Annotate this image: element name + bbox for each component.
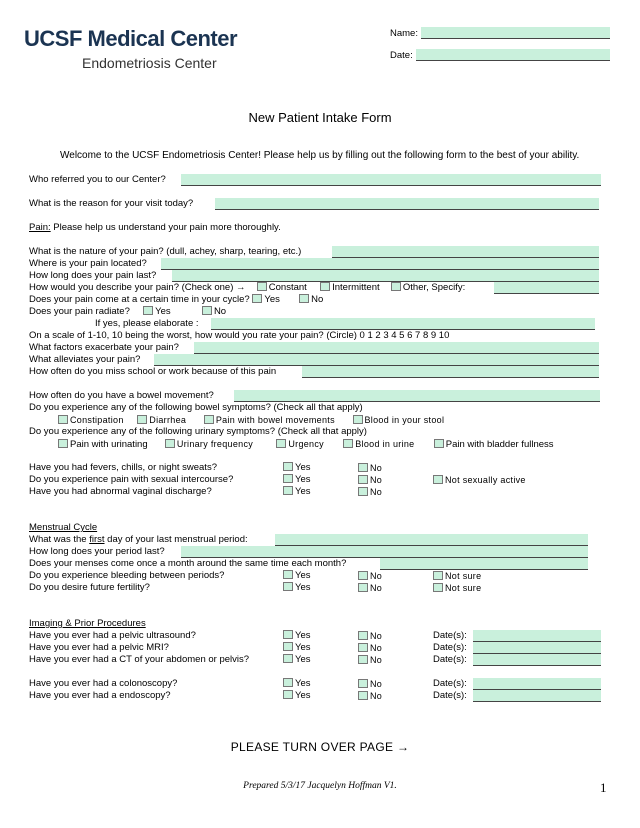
radiate-label: Does your pain radiate?: [29, 306, 130, 317]
miss-field[interactable]: [302, 366, 599, 378]
intercourse-no-checkbox[interactable]: [358, 475, 368, 484]
blood-urine-label: Blood in urine: [355, 439, 415, 449]
diarrhea-label: Diarrhea: [149, 415, 187, 425]
urinary-frequency-label: Urinary frequency: [176, 439, 254, 449]
ct-yes-checkbox[interactable]: [283, 654, 293, 663]
discharge-yes: Yes: [295, 486, 311, 497]
logo-title: Medical Center: [87, 26, 238, 51]
first-day-c: day of your last menstrual period:: [104, 534, 248, 545]
pain-nature-label: What is the nature of your pain? (dull, achey, sharp, tearing, etc.): [29, 246, 302, 257]
ultrasound-dates-label: Date(s):: [433, 630, 467, 641]
fertility-notsure: Not sure: [445, 583, 482, 593]
pain-location-label: Where is your pain located?: [29, 258, 147, 269]
discharge-no: No: [370, 487, 383, 497]
ultrasound-dates-field[interactable]: [473, 630, 601, 642]
discharge-yes-checkbox[interactable]: [283, 486, 293, 495]
not-active-checkbox[interactable]: [433, 475, 443, 484]
alleviate-label: What alleviates your pain?: [29, 354, 141, 365]
colonoscopy-no: No: [370, 679, 383, 689]
pain-urinating-label: Pain with urinating: [70, 439, 148, 450]
endoscopy-no: No: [370, 691, 383, 701]
pain-bowel-label: Pain with bowel movements: [215, 415, 335, 425]
urgency-checkbox[interactable]: [276, 439, 286, 448]
bowel-symptoms-label: Do you experience any of the following bowel symptoms? (Check all that apply): [29, 402, 363, 413]
fevers-yes-checkbox[interactable]: [283, 462, 293, 471]
constant-checkbox[interactable]: [257, 282, 267, 291]
intercourse-yes-checkbox[interactable]: [283, 474, 293, 483]
colonoscopy-label: Have you ever had a colonoscopy?: [29, 678, 178, 689]
bleeding-no: No: [370, 571, 383, 581]
date-label: Date:: [390, 50, 413, 61]
intercourse-label: Do you experience pain with sexual intercourse?: [29, 474, 234, 485]
fertility-yes: Yes: [295, 582, 311, 593]
fertility-label: Do you desire future fertility?: [29, 582, 150, 593]
fertility-yes-checkbox[interactable]: [283, 582, 293, 591]
certain-time-label: Does your pain come at a certain time in your cycle?: [29, 294, 250, 305]
first-day-row: [29, 534, 248, 546]
pain-duration-field[interactable]: [172, 270, 599, 282]
certain-time-no-checkbox[interactable]: [299, 294, 309, 303]
constipation-label: Constipation: [70, 415, 124, 425]
turn-over-text: PLEASE TURN OVER PAGE →: [230, 740, 410, 754]
urinary-frequency-checkbox[interactable]: [165, 439, 175, 448]
bleeding-label: Do you experience bleeding between periods?: [29, 570, 225, 581]
fevers-label: Have you had fevers, chills, or night sweats?: [29, 462, 217, 473]
ct-no: No: [370, 655, 383, 665]
pain-radiate-row: [29, 306, 226, 318]
fertility-no-checkbox[interactable]: [358, 583, 368, 592]
discharge-no-checkbox[interactable]: [358, 487, 368, 496]
ultrasound-yes-checkbox[interactable]: [283, 630, 293, 639]
pain-describe-row: [29, 282, 465, 294]
endoscopy-yes-checkbox[interactable]: [283, 690, 293, 699]
fevers-yes: Yes: [295, 462, 311, 473]
page-title: New Patient Intake Form: [248, 110, 392, 125]
pain-certain-time-row: [29, 294, 323, 306]
bowel-options-row: [58, 414, 444, 426]
elaborate-label: If yes, please elaborate :: [95, 318, 199, 329]
constant-label: Constant: [268, 282, 307, 293]
ct-label: Have you ever had a CT of your abdomen or pelvis?: [29, 654, 250, 665]
date-field[interactable]: [416, 49, 610, 61]
exacerbate-field[interactable]: [194, 342, 599, 354]
radiate-yes: Yes: [155, 306, 171, 317]
referred-field[interactable]: [181, 174, 601, 186]
first-day-b: first: [89, 534, 105, 545]
intermittent-label: Intermittent: [332, 282, 380, 293]
radiate-yes-checkbox[interactable]: [143, 306, 153, 315]
pain-bowel-checkbox[interactable]: [204, 415, 214, 424]
mri-no-checkbox[interactable]: [358, 643, 368, 652]
elaborate-field[interactable]: [211, 318, 595, 330]
once-month-field[interactable]: [380, 558, 588, 570]
endoscopy-dates-field[interactable]: [473, 690, 601, 702]
urinary-symptoms-label: Do you experience any of the following urinary symptoms? (Check all that apply): [29, 426, 367, 437]
mri-label: Have you ever had a pelvic MRI?: [29, 642, 169, 653]
welcome-text: Welcome to the UCSF Endometriosis Center! Please help us by filling out the following form to the best of your ability.: [60, 150, 580, 161]
period-last-field[interactable]: [181, 546, 588, 558]
pain-duration-label: How long does your pain last?: [29, 270, 157, 281]
ct-yes: Yes: [295, 654, 311, 665]
ultrasound-no-checkbox[interactable]: [358, 631, 368, 640]
pain-describe-label: How would you describe your pain? (Check one) →: [29, 282, 246, 293]
ultrasound-yes: Yes: [295, 630, 311, 641]
certain-time-yes: Yes: [264, 294, 280, 305]
once-month-label: Does your menses come once a month around the same time each month?: [29, 558, 347, 569]
colonoscopy-dates-field[interactable]: [473, 678, 601, 690]
discharge-label: Have you had abnormal vaginal discharge?: [29, 486, 212, 497]
fertility-no: No: [370, 583, 383, 593]
bleeding-yes: Yes: [295, 570, 311, 581]
bleeding-notsure: Not sure: [445, 571, 482, 581]
certain-time-yes-checkbox[interactable]: [252, 294, 262, 303]
pain-location-field[interactable]: [161, 258, 599, 270]
footer-text: Prepared 5/3/17 Jacquelyn Hoffman V1.: [243, 781, 397, 791]
blood-urine-checkbox[interactable]: [343, 439, 353, 448]
exacerbate-label: What factors exacerbate your pain?: [29, 342, 179, 353]
colonoscopy-no-checkbox[interactable]: [358, 679, 368, 688]
logo-subtitle: Endometriosis Center: [82, 55, 217, 71]
name-field[interactable]: [421, 27, 610, 39]
mri-dates-field[interactable]: [473, 642, 601, 654]
endoscopy-no-checkbox[interactable]: [358, 691, 368, 700]
ct-no-checkbox[interactable]: [358, 655, 368, 664]
mri-no: No: [370, 643, 383, 653]
colonoscopy-dates-label: Date(s):: [433, 678, 467, 689]
radiate-no: No: [213, 306, 227, 317]
intercourse-yes: Yes: [295, 474, 311, 485]
other-checkbox[interactable]: [391, 282, 401, 291]
page-number: 1: [600, 780, 607, 795]
endoscopy-label: Have you ever had a endoscopy?: [29, 690, 171, 701]
colonoscopy-yes: Yes: [295, 678, 311, 689]
urinary-options-row: [58, 438, 554, 451]
menstrual-heading: Menstrual Cycle: [29, 522, 98, 533]
fevers-no: No: [370, 463, 383, 473]
bladder-fullness-label: Pain with bladder fullness: [445, 439, 554, 450]
first-day-field[interactable]: [275, 534, 588, 546]
not-active-label: Not sexually active: [445, 475, 526, 485]
alleviate-field[interactable]: [154, 354, 599, 366]
fevers-no-checkbox[interactable]: [358, 463, 368, 472]
bladder-fullness-checkbox[interactable]: [434, 439, 444, 448]
name-label: Name:: [390, 28, 418, 39]
endoscopy-dates-label: Date(s):: [433, 690, 467, 701]
urgency-label: Urgency: [288, 439, 324, 449]
bowel-often-field[interactable]: [234, 390, 600, 402]
endoscopy-yes: Yes: [295, 690, 311, 701]
ultrasound-label: Have you ever had a pelvic ultrasound?: [29, 630, 196, 641]
bowel-often-label: How often do you have a bowel movement?: [29, 390, 214, 401]
blood-stool-checkbox[interactable]: [353, 415, 363, 424]
reason-label: What is the reason for your visit today?: [29, 198, 194, 209]
ct-dates-label: Date(s):: [433, 654, 467, 665]
other-label: Other, Specify:: [402, 282, 466, 293]
first-day-a: What was the: [29, 534, 90, 545]
diarrhea-checkbox[interactable]: [137, 415, 147, 424]
imaging-heading: Imaging & Prior Procedures: [29, 618, 146, 629]
radiate-no-checkbox[interactable]: [202, 306, 212, 315]
blood-stool-label: Blood in your stool: [364, 415, 445, 425]
mri-yes-checkbox[interactable]: [283, 642, 293, 651]
intercourse-no: No: [370, 475, 383, 485]
pain-urinating-checkbox[interactable]: [58, 439, 68, 448]
reason-field[interactable]: [215, 198, 599, 210]
mri-yes: Yes: [295, 642, 311, 653]
fertility-notsure-checkbox[interactable]: [433, 583, 443, 592]
referred-label: Who referred you to our Center?: [29, 174, 166, 185]
certain-time-no: No: [311, 294, 324, 305]
other-specify-field[interactable]: [494, 282, 599, 294]
pain-scale-label: On a scale of 1-10, 10 being the worst, how would you rate your pain? (Circle) 0 1 2 3 4 5 6 7 8 9 10: [29, 330, 450, 341]
pain-intro: Please help us understand your pain more thoroughly.: [50, 222, 281, 233]
pain-nature-field[interactable]: [332, 246, 599, 258]
logo-ucsf-text: UCSF: [24, 26, 82, 51]
ct-dates-field[interactable]: [473, 654, 601, 666]
ucsf-logo: [24, 26, 237, 52]
bleeding-no-checkbox[interactable]: [358, 571, 368, 580]
bleeding-yes-checkbox[interactable]: [283, 570, 293, 579]
mri-dates-label: Date(s):: [433, 642, 467, 653]
colonoscopy-yes-checkbox[interactable]: [283, 678, 293, 687]
miss-label: How often do you miss school or work because of this pain: [29, 366, 277, 377]
pain-heading: Pain:: [29, 222, 51, 233]
bleeding-notsure-checkbox[interactable]: [433, 571, 443, 580]
constipation-checkbox[interactable]: [58, 415, 68, 424]
intermittent-checkbox[interactable]: [320, 282, 330, 291]
period-last-label: How long does your period last?: [29, 546, 165, 557]
ultrasound-no: No: [370, 631, 383, 641]
